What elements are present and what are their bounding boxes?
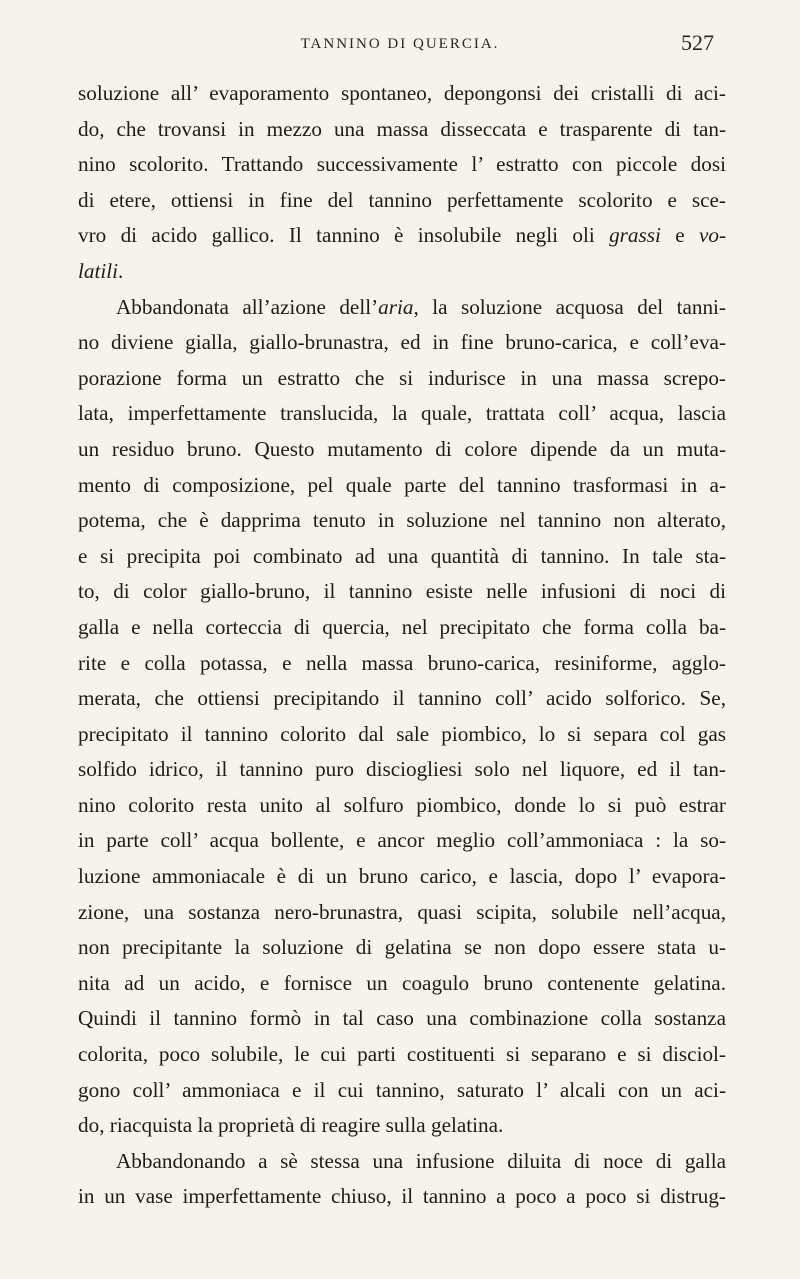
text-segment: do, che trovansi in mezzo una massa disseccata e trasparente di tan- — [78, 116, 726, 141]
text-line — [78, 966, 726, 1002]
text-line — [78, 823, 726, 859]
italic-term: latili — [78, 258, 119, 283]
text-segment: nino scolorito. Trattando successivamente l’ estratto con piccole dosi — [78, 152, 726, 177]
text-segment: rite e colla potassa, e nella massa bruno-carica, resiniforme, agglo- — [78, 650, 726, 675]
text-segment: nita ad un acido, e fornisce un coagulo bruno contenente gelatina. — [78, 970, 726, 995]
text-line — [78, 112, 726, 148]
text-segment: in un vase imperfettamente chiuso, il tannino a poco a poco si distrug- — [78, 1184, 726, 1209]
text-line — [78, 218, 726, 254]
text-line — [78, 361, 726, 397]
text-line — [78, 1179, 726, 1215]
text-segment: galla e nella corteccia di quercia, nel precipitato che forma colla ba- — [78, 614, 726, 639]
text-line — [78, 788, 726, 824]
text-line — [78, 1037, 726, 1073]
text-line — [78, 325, 726, 361]
italic-term: grassi — [609, 223, 661, 248]
text-segment: , la soluzione acquosa del tanni- — [413, 294, 726, 319]
text-line — [78, 646, 726, 682]
text-line — [78, 503, 726, 539]
text-line — [78, 290, 726, 326]
text-line — [78, 539, 726, 575]
text-segment: Abbandonata all’azione dell’ — [116, 294, 379, 319]
text-line — [78, 254, 726, 290]
text-line — [78, 681, 726, 717]
text-segment: zione, una sostanza nero-brunastra, quasi scipita, solubile nell’acqua, — [78, 899, 726, 924]
text-line — [78, 1001, 726, 1037]
text-segment: colorita, poco solubile, le cui parti costituenti si separano e si disciol- — [78, 1042, 726, 1067]
text-segment: soluzione all’ evaporamento spontaneo, depongonsi dei cristalli di aci- — [78, 81, 726, 105]
italic-term: aria — [378, 294, 414, 319]
text-line — [78, 859, 726, 895]
text-segment: precipitato il tannino colorito dal sale piombico, lo si separa col gas — [78, 721, 726, 746]
text-line — [78, 1108, 726, 1144]
text-segment: potema, che è dapprima tenuto in soluzione nel tannino non alterato, — [78, 508, 726, 533]
text-segment: to, di color giallo-bruno, il tannino esiste nelle infusioni di noci di — [78, 579, 726, 604]
text-segment: merata, che ottiensi precipitando il tannino coll’ acido solforico. Se, — [78, 686, 726, 711]
text-segment: lata, imperfettamente translucida, la quale, trattata coll’ acqua, lascia — [78, 401, 726, 426]
text-line — [78, 574, 726, 610]
text-line — [78, 1073, 726, 1109]
text-segment: non precipitante la soluzione di gelatina se non dopo essere stata u- — [78, 935, 726, 960]
text-segment: e — [660, 223, 699, 248]
text-line — [78, 432, 726, 468]
text-segment: mento di composizione, pel quale parte del tannino trasformasi in a- — [78, 472, 726, 497]
text-segment: Quindi il tannino formò in tal caso una combinazione colla sostanza — [78, 1006, 726, 1031]
text-segment: Abbandonando a sè stessa una infusione diluita di noce di galla — [116, 1148, 726, 1173]
text-line — [78, 1144, 726, 1180]
text-line — [78, 895, 726, 931]
text-segment: nino colorito resta unito al solfuro piombico, donde lo si può estrar — [78, 792, 726, 817]
text-line — [78, 752, 726, 788]
text-line — [78, 610, 726, 646]
italic-term: vo- — [698, 223, 727, 248]
text-line — [78, 930, 726, 966]
text-segment: gono coll’ ammoniaca e il cui tannino, saturato l’ alcali con un aci- — [78, 1077, 726, 1102]
text-segment: . — [118, 258, 124, 283]
running-title: TANNINO DI QUERCIA. — [300, 36, 500, 52]
text-segment: vro di acido gallico. Il tannino è insolubile negli oli — [78, 223, 610, 248]
text-line — [78, 76, 726, 112]
text-line — [78, 468, 726, 504]
text-line — [78, 717, 726, 753]
text-segment: porazione forma un estratto che si indurisce in una massa screpo- — [78, 365, 726, 390]
text-segment: in parte coll’ acqua bollente, e ancor meglio coll’ammoniaca : la so- — [78, 828, 726, 853]
text-segment: di etere, ottiensi in fine del tannino perfettamente scolorito e sce- — [78, 187, 726, 212]
text-line — [78, 396, 726, 432]
text-line — [78, 183, 726, 219]
text-segment: solfido idrico, il tannino puro disciogliesi solo nel liquore, ed il tan- — [78, 757, 726, 782]
text-segment: luzione ammoniacale è di un bruno carico, e lascia, dopo l’ evapora- — [78, 864, 726, 889]
text-segment: e si precipita poi combinato ad una quantità di tannino. In tale sta- — [78, 543, 726, 568]
text-segment: no diviene gialla, giallo-brunastra, ed in fine bruno-carica, e coll’eva- — [78, 330, 726, 355]
page-number: 527 — [681, 30, 714, 55]
text-line — [78, 147, 726, 183]
body-text — [78, 76, 726, 1215]
text-segment: un residuo bruno. Questo mutamento di colore dipende da un muta- — [78, 436, 726, 461]
text-segment: do, riacquista la proprietà di reagire sulla gelatina. — [78, 1113, 504, 1138]
